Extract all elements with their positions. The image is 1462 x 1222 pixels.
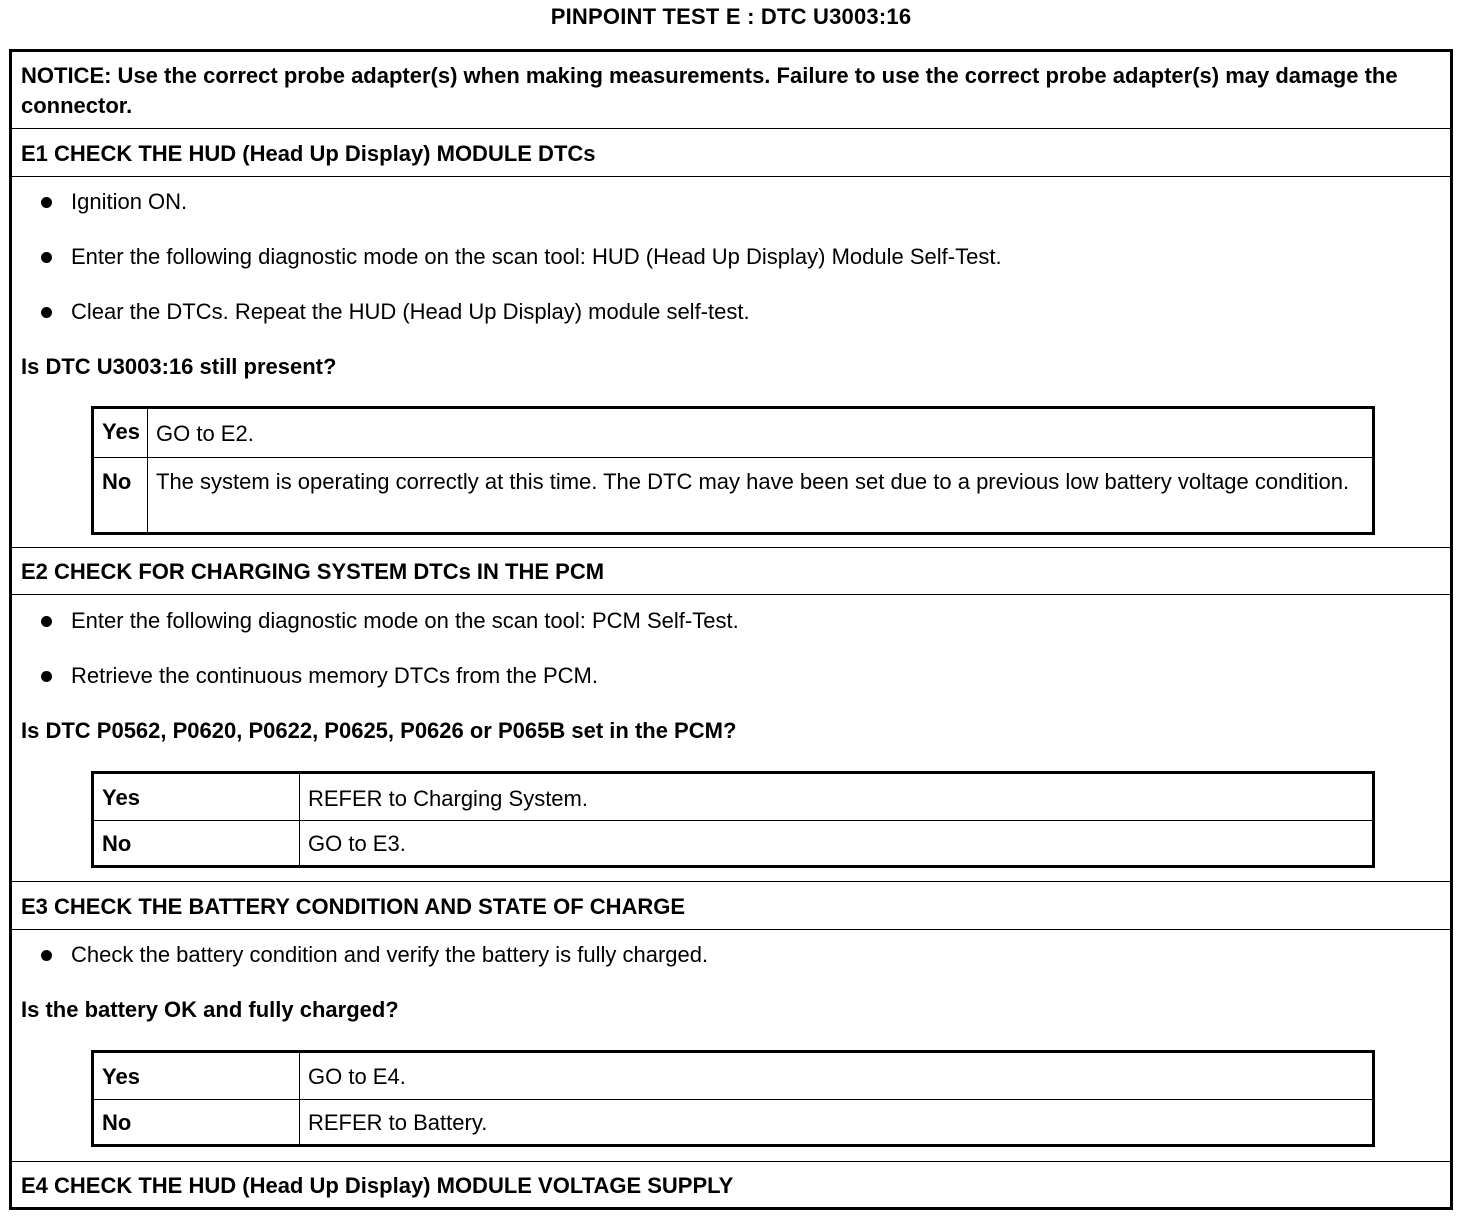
step-e1-heading: E1 CHECK THE HUD (Head Up Display) MODULE DTCs: [21, 141, 596, 166]
step-e4-heading: E4 CHECK THE HUD (Head Up Display) MODULE VOLTAGE SUPPLY: [21, 1173, 734, 1198]
answer-action: The system is operating correctly at this time. The DTC may have been set due to a previous low battery voltage condition.: [148, 458, 1374, 534]
step-e1-answer-table: [91, 406, 1375, 535]
bullet-icon: [41, 950, 52, 961]
divider: [12, 176, 1450, 177]
list-item: [21, 606, 1442, 636]
list-item: [21, 187, 1442, 217]
answer-action: REFER to Battery.: [300, 1100, 1374, 1146]
divider: [12, 547, 1450, 548]
bullet-icon: [41, 307, 52, 318]
divider: [12, 128, 1450, 129]
notice-text: NOTICE: Use the correct probe adapter(s) when making measurements. Failure to use the correct probe adapter(s) may damage the connector.: [21, 63, 1398, 118]
step-e3-heading: E3 CHECK THE BATTERY CONDITION AND STATE OF CHARGE: [21, 894, 686, 919]
page-title: PINPOINT TEST E : DTC U3003:16: [550, 4, 912, 29]
table-row: [93, 458, 1374, 534]
list-item-text: Clear the DTCs. Repeat the HUD (Head Up Display) module self-test.: [71, 299, 750, 324]
bullet-icon: [41, 616, 52, 627]
list-item-text: Check the battery condition and verify the battery is fully charged.: [71, 942, 709, 967]
list-item-text: Enter the following diagnostic mode on the scan tool: HUD (Head Up Display) Module Self-Test.: [71, 244, 1002, 269]
pinpoint-test-frame: [9, 49, 1453, 1210]
step-e1-question: Is DTC U3003:16 still present?: [21, 354, 337, 379]
list-item-text: Retrieve the continuous memory DTCs from the PCM.: [71, 663, 598, 688]
answer-label: Yes: [93, 408, 148, 458]
answer-label: Yes: [93, 1052, 300, 1100]
divider: [12, 929, 1450, 930]
bullet-icon: [41, 252, 52, 263]
table-row: [93, 821, 1374, 867]
list-item: [21, 297, 1442, 327]
step-e2-answer-table: [91, 771, 1375, 868]
divider: [12, 594, 1450, 595]
list-item-text: Enter the following diagnostic mode on the scan tool: PCM Self-Test.: [71, 608, 739, 633]
divider: [12, 881, 1450, 882]
answer-action: GO to E3.: [300, 821, 1374, 867]
list-item-text: Ignition ON.: [71, 189, 188, 214]
answer-action: GO to E4.: [300, 1052, 1374, 1100]
answer-label: No: [93, 1100, 300, 1146]
answer-label: No: [93, 458, 148, 534]
step-e2-heading: E2 CHECK FOR CHARGING SYSTEM DTCs IN THE PCM: [21, 559, 605, 584]
answer-action: REFER to Charging System.: [300, 773, 1374, 821]
list-item: [21, 661, 1442, 691]
bullet-icon: [41, 197, 52, 208]
list-item: [21, 940, 1442, 970]
step-e2-question: Is DTC P0562, P0620, P0622, P0625, P0626 or P065B set in the PCM?: [21, 718, 737, 743]
step-e3-question: Is the battery OK and fully charged?: [21, 997, 399, 1022]
table-row: [93, 773, 1374, 821]
divider: [12, 1161, 1450, 1162]
answer-label: Yes: [93, 773, 300, 821]
bullet-icon: [41, 671, 52, 682]
step-e3-answer-table: [91, 1050, 1375, 1147]
answer-action: GO to E2.: [148, 408, 1374, 458]
table-row: [93, 408, 1374, 458]
answer-label: No: [93, 821, 300, 867]
table-row: [93, 1100, 1374, 1146]
list-item: [21, 242, 1442, 272]
table-row: [93, 1052, 1374, 1100]
